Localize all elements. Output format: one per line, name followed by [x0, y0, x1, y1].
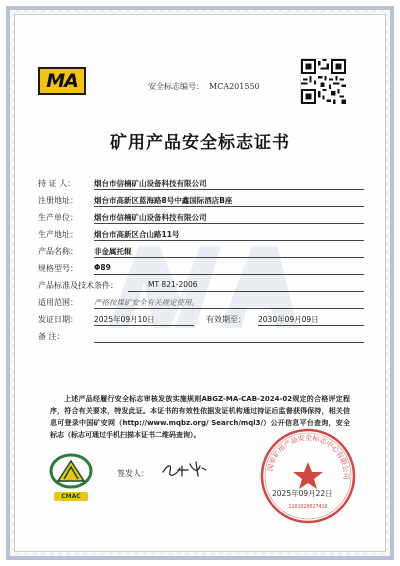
valid-underline	[258, 325, 364, 326]
standard-row	[38, 276, 364, 293]
address-underline	[94, 206, 364, 207]
mfg-address-value: 烟台市高新区合山路11号	[94, 230, 180, 239]
holder-row	[38, 174, 364, 191]
product-value: 非金属托辊	[94, 247, 132, 256]
certificate-number-value: MCA201550	[209, 82, 260, 91]
issue-value: 2025年09月10日	[94, 315, 155, 324]
issuer-label: 签发人：	[117, 469, 149, 478]
handwritten-signature	[160, 458, 208, 480]
certificate-title: 矿用产品安全标志证书	[110, 133, 290, 153]
holder-underline	[94, 189, 364, 190]
holder-label: 持 证 人：	[38, 179, 76, 188]
manufacturer-underline	[94, 223, 364, 224]
model-label: 规格型号：	[38, 264, 78, 273]
model-value: Φ89	[94, 263, 111, 272]
mfg-address-row	[38, 225, 364, 242]
scope-value: 严格按煤矿安全有关规定使用。	[94, 298, 199, 307]
remarks-underline	[94, 342, 364, 343]
cmac-label: CMAC	[54, 492, 88, 501]
standard-label: 产品标准及技术条件：	[38, 281, 118, 290]
valid-value: 2030年09月09日	[258, 315, 319, 324]
official-seal	[258, 426, 358, 526]
certificate-fields	[38, 174, 364, 344]
ma-logo-text: MA	[46, 70, 78, 92]
seal-code: 1101020027418	[288, 504, 328, 510]
manufacturer-value: 烟台市信楠矿山设备科技有限公司	[94, 213, 207, 222]
product-underline	[94, 257, 364, 258]
scope-row	[38, 293, 364, 310]
product-row	[38, 242, 364, 259]
valid-label: 有效期至：	[206, 315, 246, 324]
manufacturer-label: 生产单位：	[38, 213, 78, 222]
remarks-label: 备 注：	[38, 332, 65, 341]
mfg-address-underline	[94, 240, 364, 241]
issue-date: 2025年09月22日	[272, 489, 333, 498]
ma-logo	[38, 67, 86, 95]
certificate-statement: 上述产品经履行安全标志审核发放实施规则ABGZ-MA-CAB-2024-02规定的合格评定程序，符合有关要求，特发此证。本证书的有效性依据发证机构通过持证后监督获得保持，相关信息可登录中国矿安网（http://www.mqbz.org/ Search/mql3/）公开信息平台查询，安全标志（标志可通过手机扫描本证书二维码查询）。	[50, 395, 350, 439]
scope-label: 适用范围：	[38, 298, 78, 307]
scope-underline	[94, 308, 364, 309]
model-underline	[94, 274, 364, 275]
seal-arc-text: 国家矿用产品安全标志中心有限公司	[266, 433, 351, 480]
issue-label: 发证日期：	[38, 315, 78, 324]
mfg-address-label: 生产地址：	[38, 230, 78, 239]
holder-value: 烟台市信楠矿山设备科技有限公司	[94, 179, 207, 188]
certificate-number-label: 安全标志编号：	[148, 82, 204, 91]
standard-underline	[128, 291, 364, 292]
qr-code-icon[interactable]	[300, 58, 345, 103]
cmac-logo-icon	[48, 453, 94, 491]
product-label: 产品名称：	[38, 247, 78, 256]
manufacturer-row	[38, 208, 364, 225]
certificate-number	[148, 81, 260, 92]
address-label: 注册地址：	[38, 196, 78, 205]
dates-row	[38, 310, 364, 327]
address-row	[38, 191, 364, 208]
remarks-row	[38, 327, 364, 344]
issue-underline	[94, 325, 194, 326]
address-value: 烟台市高新区蓝海路8号中鑫国际酒店B座	[94, 196, 233, 205]
model-row	[38, 259, 364, 276]
standard-value: MT 821-2006	[148, 280, 198, 289]
